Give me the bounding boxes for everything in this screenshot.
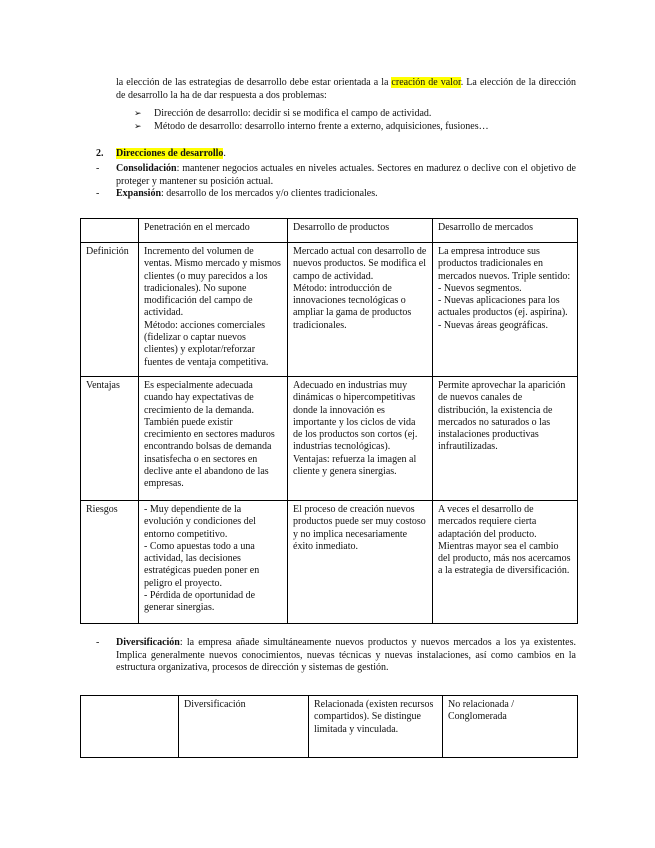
table-cell: Incremento del volumen de ventas. Mismo mercado y mismos clientes (o muy parecidos a los tradicionales). No supone modificación del campo de actividad. Método: acciones comerciales (fidelizar o captar nuevos clientes) y explotar/reforzar fuentes de ventaja competitiva. [139,243,288,377]
list-item-text: Dirección de desarrollo: decidir si se modifica el campo de actividad. [154,108,432,119]
table-header-cell: Diversificación [179,696,309,758]
directions-list [96,163,576,201]
list-item: - Consolidación: mantener negocios actuales en niveles actuales. Sectores en madurez o declive con el objetivo de proteger y mantener su posición actual. [96,163,576,187]
table-row [81,243,578,377]
table-header-cell [81,219,139,243]
term-consolidacion: Consolidación [116,163,177,174]
intro-text-start: la elección de las estrategias de desarrollo debe estar orientada a la [116,77,392,88]
diversification-table [80,695,578,758]
arrow-bullet-icon: ➢ [134,121,142,132]
term-diversificacion: Diversificación [116,637,180,648]
table-cell: - Muy dependiente de la evolución y condiciones del entorno competitivo. - Como apuestas todo a una actividad, las decisiones estratégicas pueden poner en peligro el proyecto. - Pérdida de oportunidad de generar sinergias. [139,501,288,624]
row-label: Riesgos [81,501,139,624]
list-item [134,121,574,134]
strategies-table [80,218,578,624]
table-cell: Mercado actual con desarrollo de nuevos productos. Se modifica el campo de actividad. Método: introducción de innovaciones tecnológicas o ampliar la gama de productos tradicionales. [288,243,433,377]
table-header-cell: Desarrollo de productos [288,219,433,243]
row-label: Ventajas [81,377,139,501]
section-number: 2. [96,148,104,159]
intro-text-end: . La elección de la dirección de desarrollo la ha de dar respuesta a dos problemas: [116,77,577,101]
arrow-bullet-list [134,108,574,133]
table-row [81,377,578,501]
list-item: - Diversificación: la empresa añade simultáneamente nuevos productos y nuevos mercados a los ya existentes. Implica generalmente nuevos conocimientos, nuevas técnicas y nuevas instalaciones, así como cambios en la estructura organizativa, procesos de dirección y sistemas de gestión. [96,637,576,674]
table-header-row [81,696,578,758]
term-description: : la empresa añade simultáneamente nuevos productos y nuevos mercados a los ya existentes. Implica generalmente nuevos conocimientos, nuevas técnicas y nuevas instalaciones, así como cambios en la estructura organizativa, procesos de dirección y sistemas de gestión. [116,637,576,674]
list-item-text: Método de desarrollo: desarrollo interno frente a externo, adquisiciones, fusiones… [154,120,489,132]
row-label: Definición [81,243,139,377]
table-row [81,501,578,624]
term-expansion: Expansión [116,188,162,200]
table-header-cell: No relacionada / Conglomerada [443,696,578,758]
table-cell: La empresa introduce sus productos tradicionales en mercados nuevos. Triple sentido: - Nuevos segmentos. - Nuevas aplicaciones para los actuales productos (ej. aspirina). - Nuevas áreas geográficas. [433,243,578,377]
diversification-paragraph [96,637,576,675]
intro-paragraph [116,77,576,102]
arrow-bullet-icon: ➢ [134,109,142,119]
list-item: - Expansión: desarrollo de los mercados y/o clientes tradicionales. [96,188,378,200]
table-header-row [81,219,578,243]
table-cell: El proceso de creación nuevos productos puede ser muy costoso y no implica necesariamente éxito inmediato. [288,501,433,624]
section-title-suffix: . [223,148,226,159]
table-cell: Permite aprovechar la aparición de nuevos canales de distribución, la existencia de mercados no saturados o las instalaciones productivas infrautilizadas. [433,377,578,501]
section-heading [96,148,226,161]
table-cell: Es especialmente adecuada cuando hay expectativas de crecimiento de la demanda. También puede existir crecimiento en sectores maduros encontrando bolsas de demanda insatisfecha o en sectores en declive ante el abandono de las empresas. [139,377,288,501]
table-cell: Adecuado en industrias muy dinámicas o hipercompetitivas donde la innovación es importante y los ciclos de vida de los productos son cortos (ej. industrias tecnológicas). Ventajas: refuerza la imagen al cliente y genera sinergias. [288,377,433,501]
table-header-cell: Relacionada (existen recursos compartidos). Se distingue limitada y vinculada. [309,696,443,758]
list-item [134,108,574,121]
table-cell: A veces el desarrollo de mercados requiere cierta adaptación del producto. Mientras mayor sea el cambio del producto, más nos acercamos a la estrategia de diversificación. [433,501,578,624]
term-description: : desarrollo de los mercados y/o clientes tradicionales. [161,188,378,200]
table-header-cell: Desarrollo de mercados [433,219,578,243]
section-title: Direcciones de desarrollo [116,148,224,159]
term-description: : mantener negocios actuales en niveles actuales. Sectores en madurez o declive con el objetivo de proteger y mantener su posición actual. [116,163,576,187]
table-header-cell [81,696,179,758]
table-header-cell: Penetración en el mercado [139,219,288,243]
highlighted-term: creación de valor [391,77,461,88]
